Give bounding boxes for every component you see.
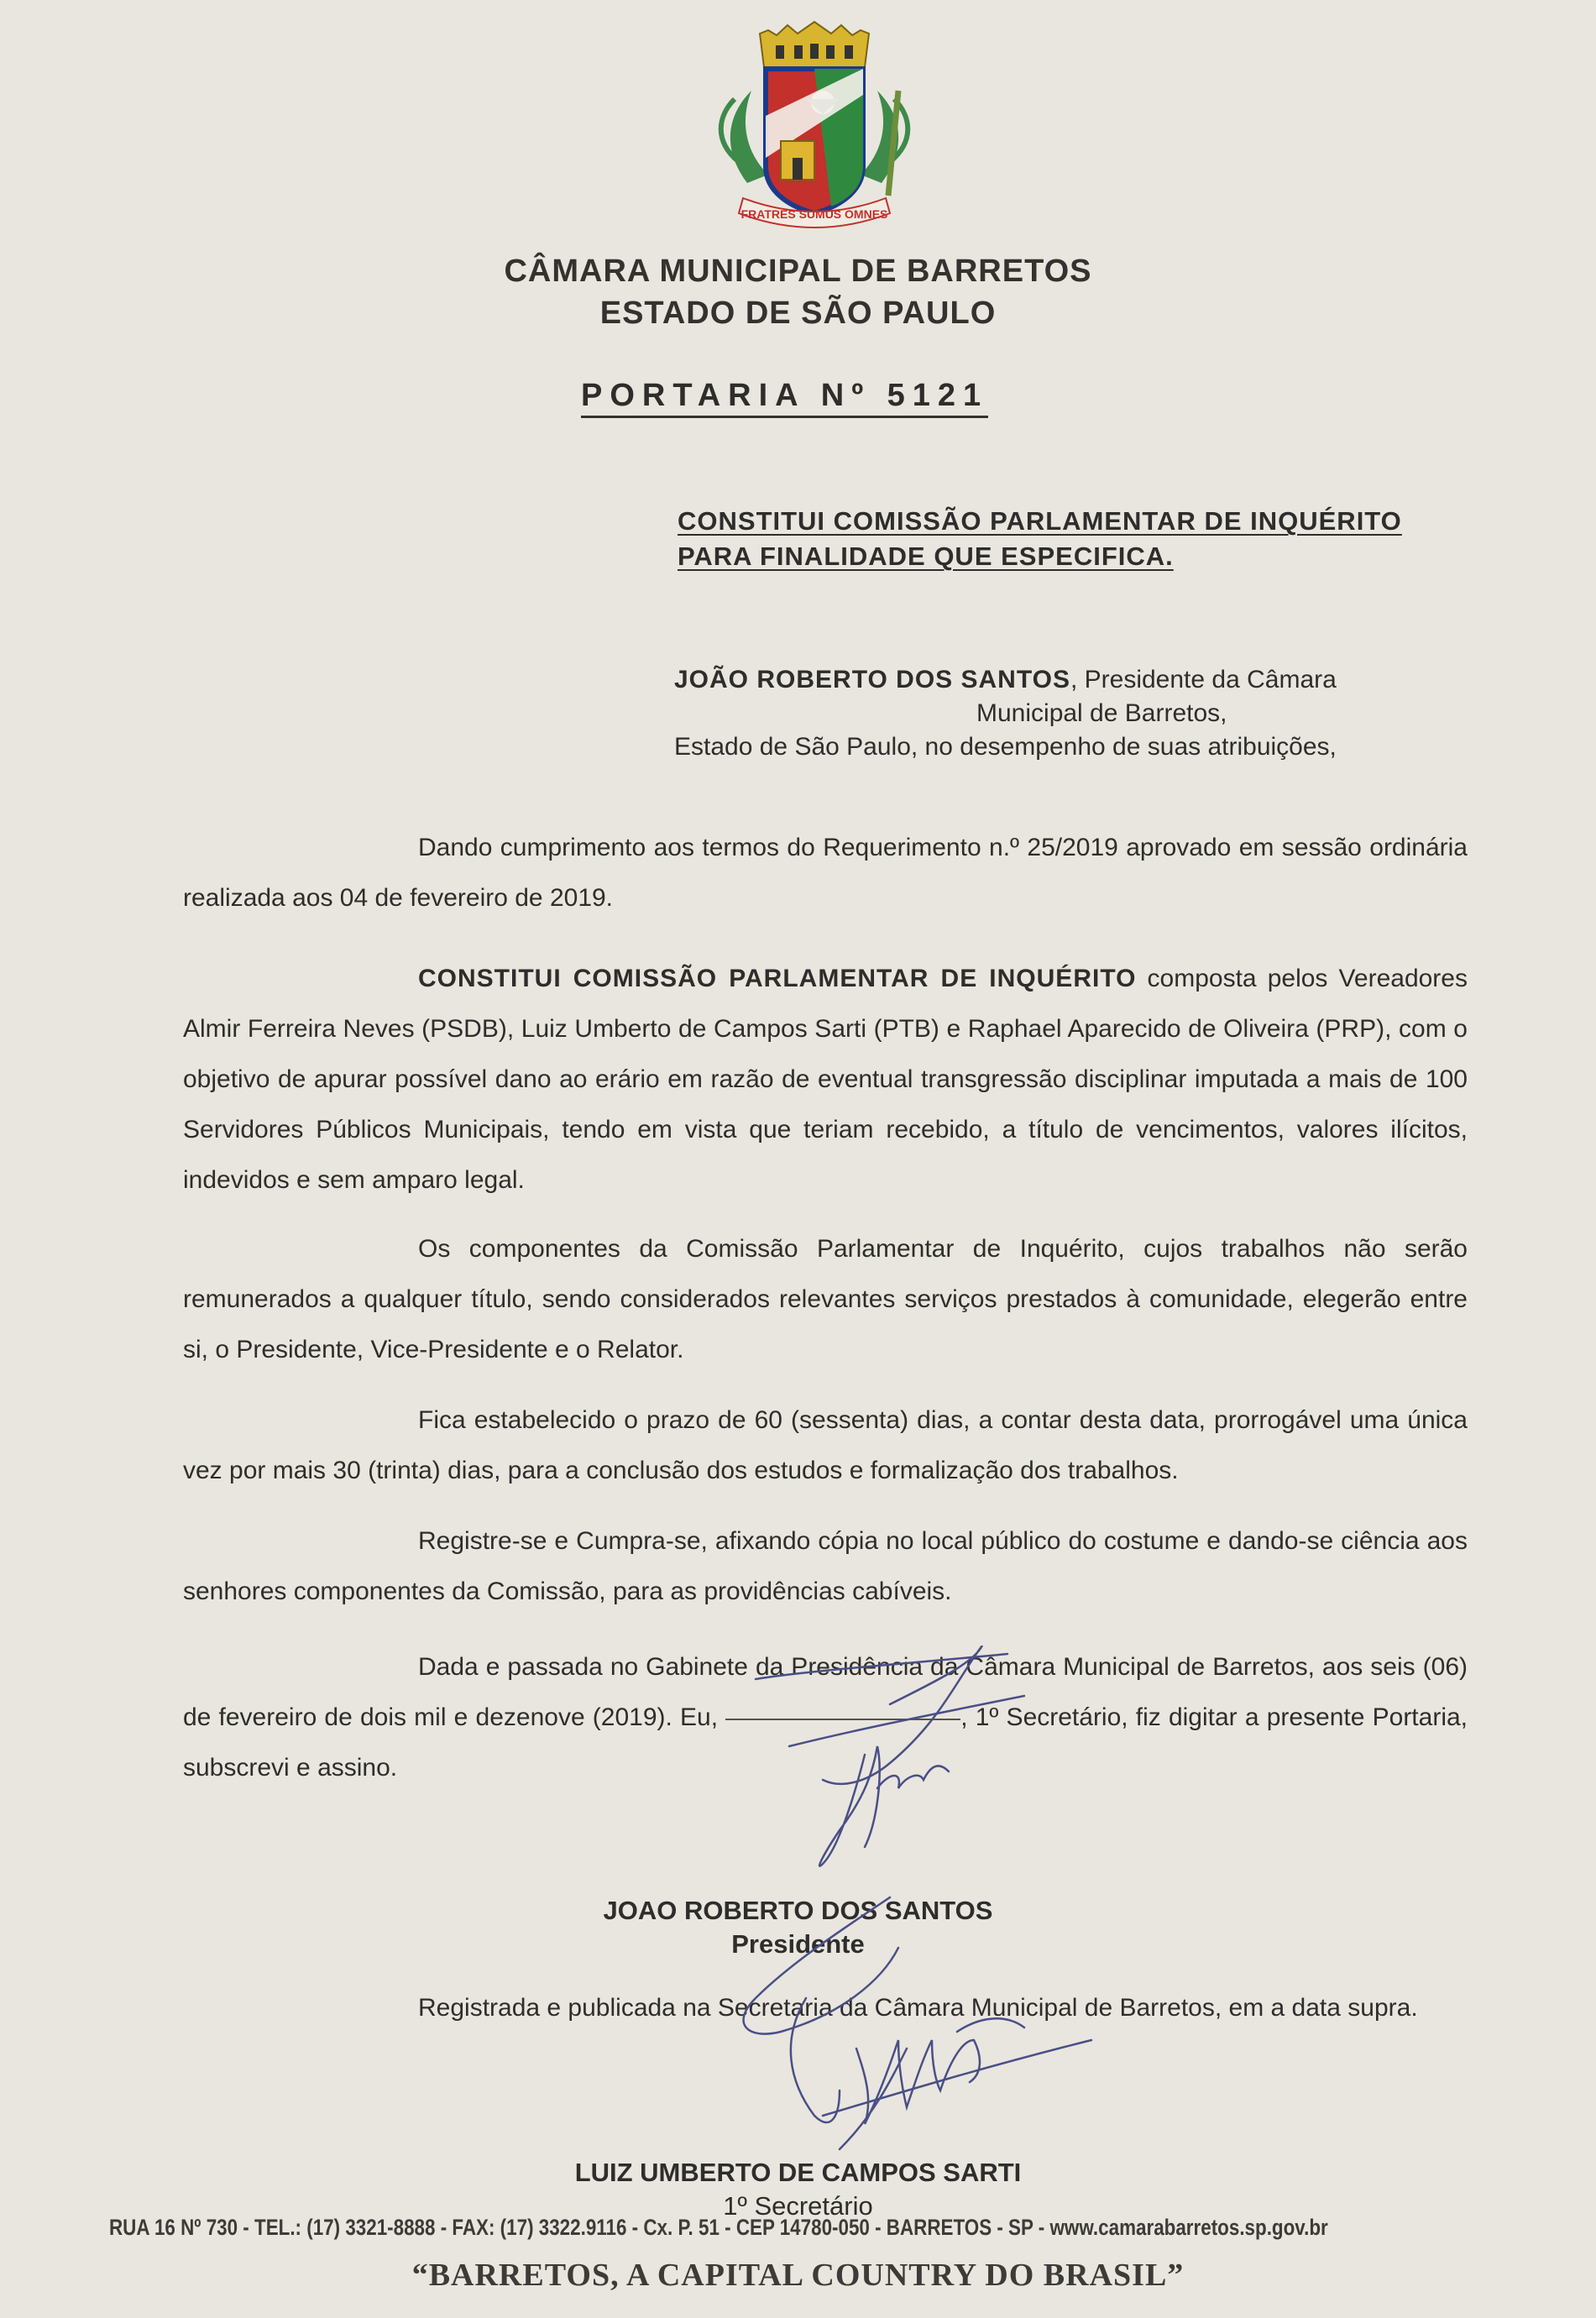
footer-address: RUA 16 Nº 730 - TEL.: (17) 3321-8888 - FAX: (17) 3322.9116 - Cx. P. 51 - CEP 14780-050 - BARRETOS - SP - www.camarabarretos.sp.gov.br — [109, 2215, 1328, 2240]
crest-motto: FRATRES SUMUS OMNES — [740, 207, 888, 221]
ementa-line-1: CONSTITUI COMISSÃO PARLAMENTAR DE INQUÉRITO — [678, 506, 1402, 536]
paragraph-3: Os componentes da Comissão Parlamentar de Inquérito, cujos trabalhos não serão remunerados a qualquer título, sendo considerados relevantes serviços prestados à comunidade, elegerão entre si, o Presidente, Vice-Presidente e o Relator. — [183, 1235, 1468, 1363]
preamble-line-3: Estado de São Paulo, no desempenho de suas atribuições, — [674, 733, 1337, 761]
president-name: JOÃO ROBERTO DOS SANTOS — [674, 666, 1070, 693]
ementa-line-2: PARA FINALIDADE QUE ESPECIFICA. — [678, 542, 1174, 571]
paragraph-5: Registre-se e Cumpra-se, afixando cópia no local público do costume e dando-se ciência aos senhores componentes da Comissão, para as providências cabíveis. — [183, 1527, 1468, 1605]
institution-name: CÂMARA MUNICIPAL DE BARRETOS — [504, 254, 1092, 289]
preamble-line-1 — [674, 663, 1463, 697]
paragraph-6 — [183, 1642, 1468, 1793]
paragraph-6-a: Dada e passada no Gabinete da Presidência da Câmara Municipal de Barretos, aos seis (06) de fevereiro de dois mil e dezenove (2019). Eu, — [183, 1653, 1468, 1731]
president-signature-title: Presidente — [731, 1929, 865, 1959]
paragraph-2-rest: composta pelos Vereadores Almir Ferreira Neves (PSDB), Luiz Umberto de Campos Sarti (PTB) e Raphael Aparecido de Oliveira (PRP), com o objetivo de apurar possível dano ao erário em razão de eventual transgressão disciplinar imputada a mais de 100 Servidores Públicos Municipais, tendo em vista que teriam recebido, a título de vencimentos, valores ilícitos, indevidos e sem amparo legal. — [183, 965, 1468, 1194]
state-name: ESTADO DE SÃO PAULO — [599, 296, 997, 331]
preamble-line-2: Municipal de Barretos, — [976, 699, 1227, 727]
paragraph-2 — [183, 954, 1468, 1206]
paragraph-2-bold: CONSTITUI COMISSÃO PARLAMENTAR DE INQUÉRITO — [418, 965, 1137, 992]
coat-of-arms-emblem — [688, 15, 940, 242]
ementa — [678, 504, 1463, 574]
secretary-signature-name: LUIZ UMBERTO DE CAMPOS SARTI — [574, 2158, 1022, 2187]
shield — [766, 69, 863, 213]
secretary-signature-title: 1º Secretário — [723, 2191, 873, 2221]
paragraph-1: Dando cumprimento aos termos do Requerimento n.º 25/2019 aprovado em sessão ordinária realizada aos 04 de fevereiro de 2019. — [183, 834, 1468, 912]
mural-crown — [760, 22, 869, 67]
footer-motto: “BARRETOS, A CAPITAL COUNTRY DO BRASIL” — [411, 2258, 1185, 2293]
president-signature-name: JOAO ROBERTO DOS SANTOS — [603, 1896, 993, 1925]
preamble-line-1-rest: , Presidente da Câmara — [1070, 666, 1337, 693]
portaria-number: PORTARIA Nº 5121 — [581, 378, 988, 418]
paragraph-7: Registrada e publicada na Secretaria da Câmara Municipal de Barretos, em a data supra. — [418, 1994, 1418, 2022]
paragraph-6-b: , 1º Secretário, fiz digitar a presente Portaria, subscrevi e assino. — [183, 1703, 1468, 1782]
signature-blank-line — [725, 1718, 960, 1720]
paragraph-4: Fica estabelecido o prazo de 60 (sessenta) dias, a contar desta data, prorrogável uma única vez por mais 30 (trinta) dias, para a conclusão dos estudos e formalização dos trabalhos. — [183, 1406, 1468, 1484]
